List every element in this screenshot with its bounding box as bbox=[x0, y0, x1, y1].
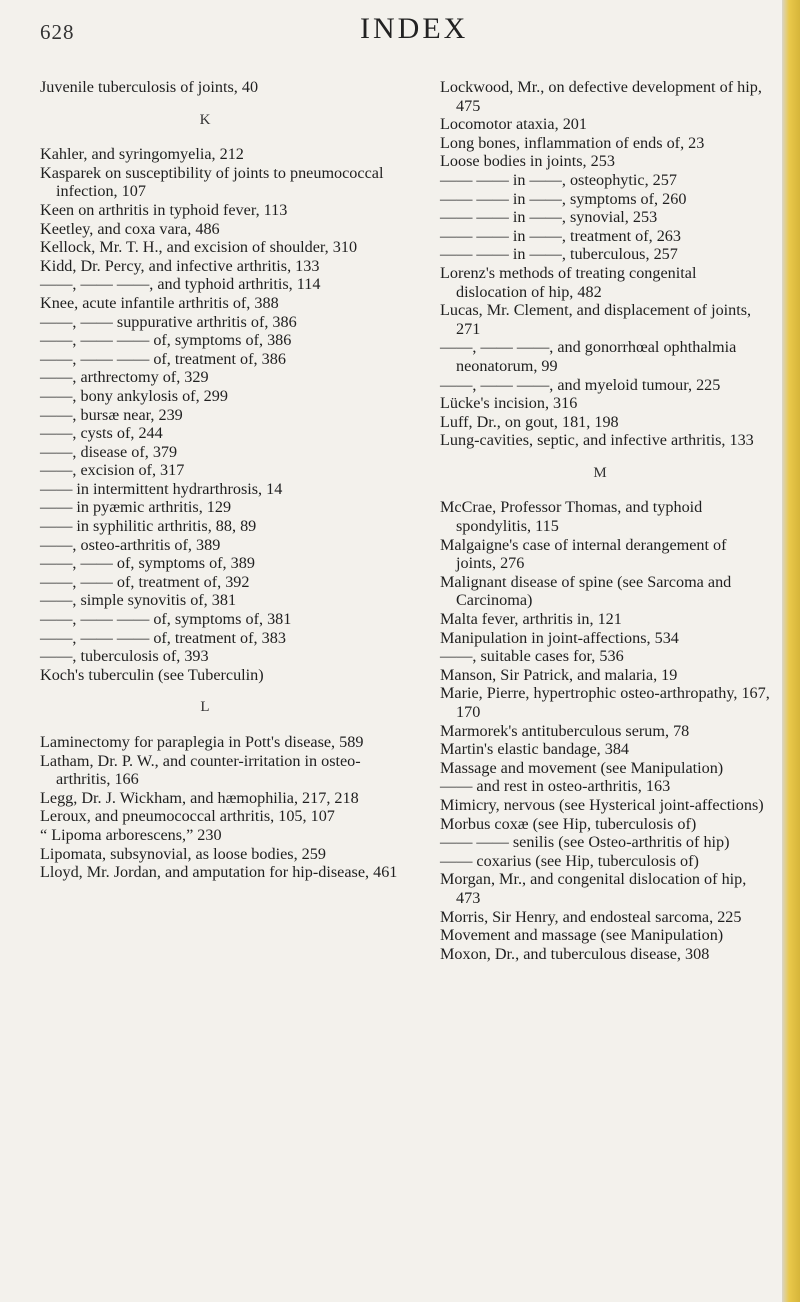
index-entry: Lorenz's methods of treating congenital dislocation of hip, 482 bbox=[440, 263, 697, 301]
index-column-left bbox=[40, 78, 410, 882]
index-entry: —— —— in ——, tuberculous, 257 bbox=[440, 245, 678, 264]
index-entry: Manson, Sir Patrick, and malaria, 19 bbox=[440, 665, 678, 684]
index-entry: Keetley, and coxa vara, 486 bbox=[40, 219, 220, 238]
running-head: INDEX bbox=[360, 12, 469, 45]
section-letter: M bbox=[593, 464, 607, 481]
index-entry: —— and rest in osteo-arthritis, 163 bbox=[440, 777, 671, 796]
index-entry: Kahler, and syringomyelia, 212 bbox=[40, 145, 244, 164]
index-entry: Lung-cavities, septic, and infective arthritis, 133 bbox=[440, 431, 754, 450]
index-entry: Martin's elastic bandage, 384 bbox=[440, 740, 630, 759]
index-entry: Morris, Sir Henry, and endosteal sarcoma, 225 bbox=[440, 907, 742, 926]
index-entry: ——, —— —— of, symptoms of, 386 bbox=[40, 331, 292, 350]
index-entry: —— in pyæmic arthritis, 129 bbox=[40, 498, 232, 517]
index-entry: Manipulation in joint-affections, 534 bbox=[440, 628, 679, 647]
index-entry: ——, arthrectomy of, 329 bbox=[40, 368, 209, 387]
index-entry: —— —— in ——, synovial, 253 bbox=[440, 208, 658, 227]
index-entry: Morgan, Mr., and congenital dislocation of hip, 473 bbox=[440, 870, 747, 907]
index-entry: Marie, Pierre, hypertrophic osteo-arthropathy, 167, 170 bbox=[440, 684, 770, 721]
index-entry: ——, —— —— of, treatment of, 383 bbox=[40, 628, 286, 647]
index-entry: —— in intermittent hydrarthrosis, 14 bbox=[40, 479, 283, 498]
section-letter: K bbox=[199, 111, 211, 128]
index-entry: Mimicry, nervous (see Hysterical joint-affections) bbox=[440, 795, 764, 814]
index-entry: Lipomata, subsynovial, as loose bodies, 259 bbox=[40, 844, 326, 863]
index-column-right bbox=[440, 78, 770, 963]
index-entry: Locomotor ataxia, 201 bbox=[440, 115, 587, 134]
index-entry: Legg, Dr. J. Wickham, and hæmophilia, 217, 218 bbox=[40, 788, 359, 807]
index-entry: ——, —— —— of, treatment of, 386 bbox=[40, 349, 286, 368]
index-entry: Marmorek's antituberculous serum, 78 bbox=[440, 721, 690, 740]
index-entry: Juvenile tuberculosis of joints, 40 bbox=[40, 78, 259, 96]
index-entry: ——, excision of, 317 bbox=[40, 461, 185, 480]
index-entry: Long bones, inflammation of ends of, 23 bbox=[440, 133, 705, 152]
index-entry: ——, —— of, symptoms of, 389 bbox=[40, 554, 255, 573]
index-entry: ——, —— ——, and typhoid arthritis, 114 bbox=[40, 275, 321, 294]
index-entry: Moxon, Dr., and tuberculous disease, 308 bbox=[440, 944, 710, 963]
page-number: 628 bbox=[40, 20, 75, 44]
index-entry: —— in syphilitic arthritis, 88, 89 bbox=[40, 517, 257, 536]
index-entry: ——, tuberculosis of, 393 bbox=[40, 647, 209, 666]
index-entry: Luff, Dr., on gout, 181, 198 bbox=[440, 412, 619, 431]
index-entry: —— —— in ——, osteophytic, 257 bbox=[440, 170, 677, 189]
index-entry: Kidd, Dr. Percy, and infective arthritis, 133 bbox=[40, 256, 320, 275]
index-entry: Massage and movement (see Manipulation) bbox=[440, 758, 724, 777]
index-entry: “ Lipoma arborescens,” 230 bbox=[40, 825, 222, 844]
index-entry: Malignant disease of spine (see Sarcoma and Carcinoma) bbox=[440, 572, 732, 610]
index-entry: ——, —— suppurative arthritis of, 386 bbox=[40, 312, 297, 331]
index-entry: Lücke's incision, 316 bbox=[440, 394, 578, 413]
index-entry: ——, —— —— of, symptoms of, 381 bbox=[40, 610, 292, 629]
section-letter: L bbox=[200, 699, 210, 716]
index-entry: ——, disease of, 379 bbox=[40, 442, 178, 461]
index-entry: —— —— in ——, symptoms of, 260 bbox=[440, 189, 687, 208]
index-entry: Laminectomy for paraplegia in Pott's disease, 589 bbox=[40, 733, 364, 751]
index-entry: McCrae, Professor Thomas, and typhoid spondylitis, 115 bbox=[440, 498, 703, 536]
index-entry: Malta fever, arthritis in, 121 bbox=[440, 610, 622, 629]
index-entry: Knee, acute infantile arthritis of, 388 bbox=[40, 293, 279, 312]
index-entry: Malgaigne's case of internal derangement of joints, 276 bbox=[440, 535, 727, 573]
index-entry: Lloyd, Mr. Jordan, and amputation for hip-disease, 461 bbox=[40, 863, 398, 882]
index-entry: ——, suitable cases for, 536 bbox=[440, 647, 624, 666]
index-entry: ——, —— ——, and gonorrhœal ophthalmia neonatorum, 99 bbox=[440, 338, 737, 375]
index-entry: Koch's tuberculin (see Tuberculin) bbox=[40, 665, 264, 684]
page-header bbox=[0, 12, 780, 52]
index-entry: ——, bony ankylosis of, 299 bbox=[40, 386, 228, 405]
index-entry: Kellock, Mr. T. H., and excision of shoulder, 310 bbox=[40, 238, 358, 257]
index-entry: Kasparek on susceptibility of joints to pneumococcal infection, 107 bbox=[40, 163, 384, 201]
index-entry: ——, cysts of, 244 bbox=[40, 424, 163, 443]
index-entry: Loose bodies in joints, 253 bbox=[440, 152, 615, 171]
index-entry: ——, —— of, treatment of, 392 bbox=[40, 572, 250, 591]
index-entry: ——, bursæ near, 239 bbox=[40, 405, 183, 424]
index-entry: Morbus coxæ (see Hip, tuberculosis of) bbox=[440, 814, 697, 833]
index-entry: Lockwood, Mr., on defective development of hip, 475 bbox=[440, 78, 762, 115]
page-edge bbox=[782, 0, 800, 1302]
index-entry: —— coxarius (see Hip, tuberculosis of) bbox=[440, 851, 699, 870]
index-entry: ——, osteo-arthritis of, 389 bbox=[40, 535, 221, 554]
index-entry: Leroux, and pneumococcal arthritis, 105, 107 bbox=[40, 807, 335, 826]
index-entry: Latham, Dr. P. W., and counter-irritation in osteo-arthritis, 166 bbox=[40, 751, 361, 789]
index-entry: ——, simple synovitis of, 381 bbox=[40, 591, 237, 610]
index-entry: —— —— senilis (see Osteo-arthritis of hip) bbox=[440, 833, 730, 852]
index-entry: Lucas, Mr. Clement, and displacement of joints, 271 bbox=[440, 301, 752, 338]
index-entry: Movement and massage (see Manipulation) bbox=[440, 926, 724, 945]
index-entry: —— —— in ——, treatment of, 263 bbox=[440, 226, 681, 245]
index-entry: ——, —— ——, and myeloid tumour, 225 bbox=[440, 375, 721, 394]
index-entry: Keen on arthritis in typhoid fever, 113 bbox=[40, 200, 288, 219]
